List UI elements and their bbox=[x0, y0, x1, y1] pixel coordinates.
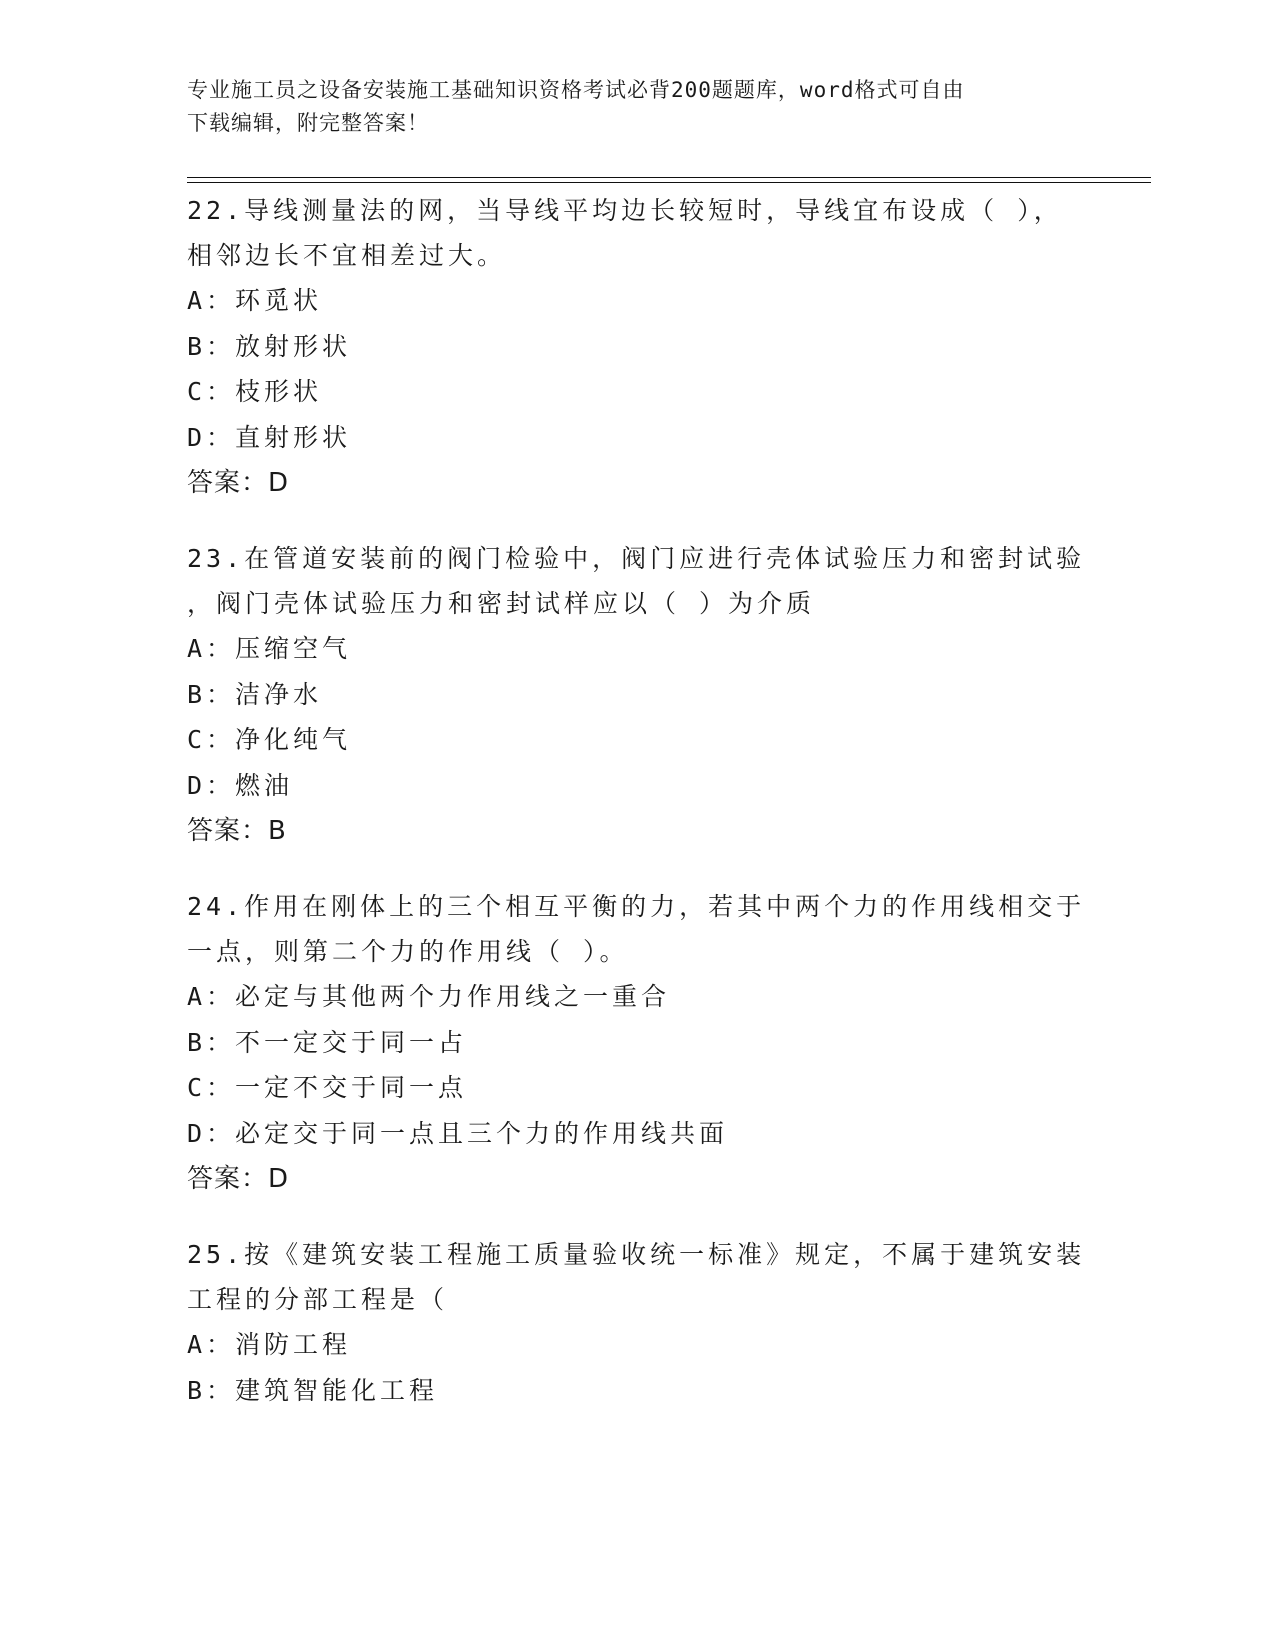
header-title-line-1: 专业施工员之设备安装施工基础知识资格考试必背200题题库，word格式可自由 bbox=[187, 78, 965, 102]
question-stem-line-2: 工程的分部工程是（ bbox=[187, 1285, 449, 1314]
option-a: A：压缩空气 bbox=[187, 634, 352, 663]
option-list bbox=[187, 626, 1087, 808]
question-list bbox=[187, 188, 1087, 1443]
question-stem-line-1: 24.作用在刚体上的三个相互平衡的力，若其中两个力的作用线相交于 bbox=[187, 892, 1086, 921]
option-c: C：净化纯气 bbox=[187, 725, 352, 754]
option-list bbox=[187, 278, 1087, 460]
question-stem-line-2: ，阀门壳体试验压力和密封试样应以（ ）为介质 bbox=[187, 589, 816, 618]
question-stem-line-2: 一点，则第二个力的作用线（ ）。 bbox=[187, 937, 629, 966]
option-b: B：放射形状 bbox=[187, 331, 352, 361]
answer-line: 答案：D bbox=[187, 1164, 290, 1194]
option-list bbox=[187, 974, 1087, 1156]
option-c: C：枝形状 bbox=[187, 377, 323, 406]
question-stem-line-2: 相邻边长不宜相差过大。 bbox=[187, 241, 507, 270]
question-stem-line-1: 22.导线测量法的网，当导线平均边长较短时，导线宜布设成（ ）， bbox=[187, 196, 1063, 225]
header-title-line-2: 下载编辑，附完整答案！ bbox=[187, 111, 429, 135]
option-a: A：必定与其他两个力作用线之一重合 bbox=[187, 982, 671, 1011]
question-stem-line-1: 25.按《建筑安装工程施工质量验收统一标准》规定，不属于建筑安装 bbox=[187, 1240, 1086, 1269]
question-24 bbox=[187, 884, 1087, 1202]
question-25 bbox=[187, 1232, 1087, 1413]
option-list bbox=[187, 1322, 1087, 1413]
option-d: D：燃油 bbox=[187, 770, 294, 800]
answer-line: 答案：D bbox=[187, 468, 290, 498]
answer-line: 答案：B bbox=[187, 816, 287, 846]
option-d: D：必定交于同一点且三个力的作用线共面 bbox=[187, 1118, 729, 1148]
option-a: A：消防工程 bbox=[187, 1330, 352, 1359]
header-divider-bottom bbox=[187, 182, 1151, 183]
option-d: D：直射形状 bbox=[187, 422, 352, 452]
question-22 bbox=[187, 188, 1087, 506]
option-c: C：一定不交于同一点 bbox=[187, 1073, 468, 1102]
header-divider-top bbox=[187, 177, 1151, 178]
option-a: A：环觅状 bbox=[187, 286, 323, 315]
document-header bbox=[187, 74, 1087, 140]
question-23 bbox=[187, 536, 1087, 854]
option-b: B：不一定交于同一占 bbox=[187, 1027, 468, 1057]
option-b: B：建筑智能化工程 bbox=[187, 1375, 439, 1405]
option-b: B：洁净水 bbox=[187, 679, 323, 709]
question-stem-line-1: 23.在管道安装前的阀门检验中，阀门应进行壳体试验压力和密封试验 bbox=[187, 544, 1086, 573]
